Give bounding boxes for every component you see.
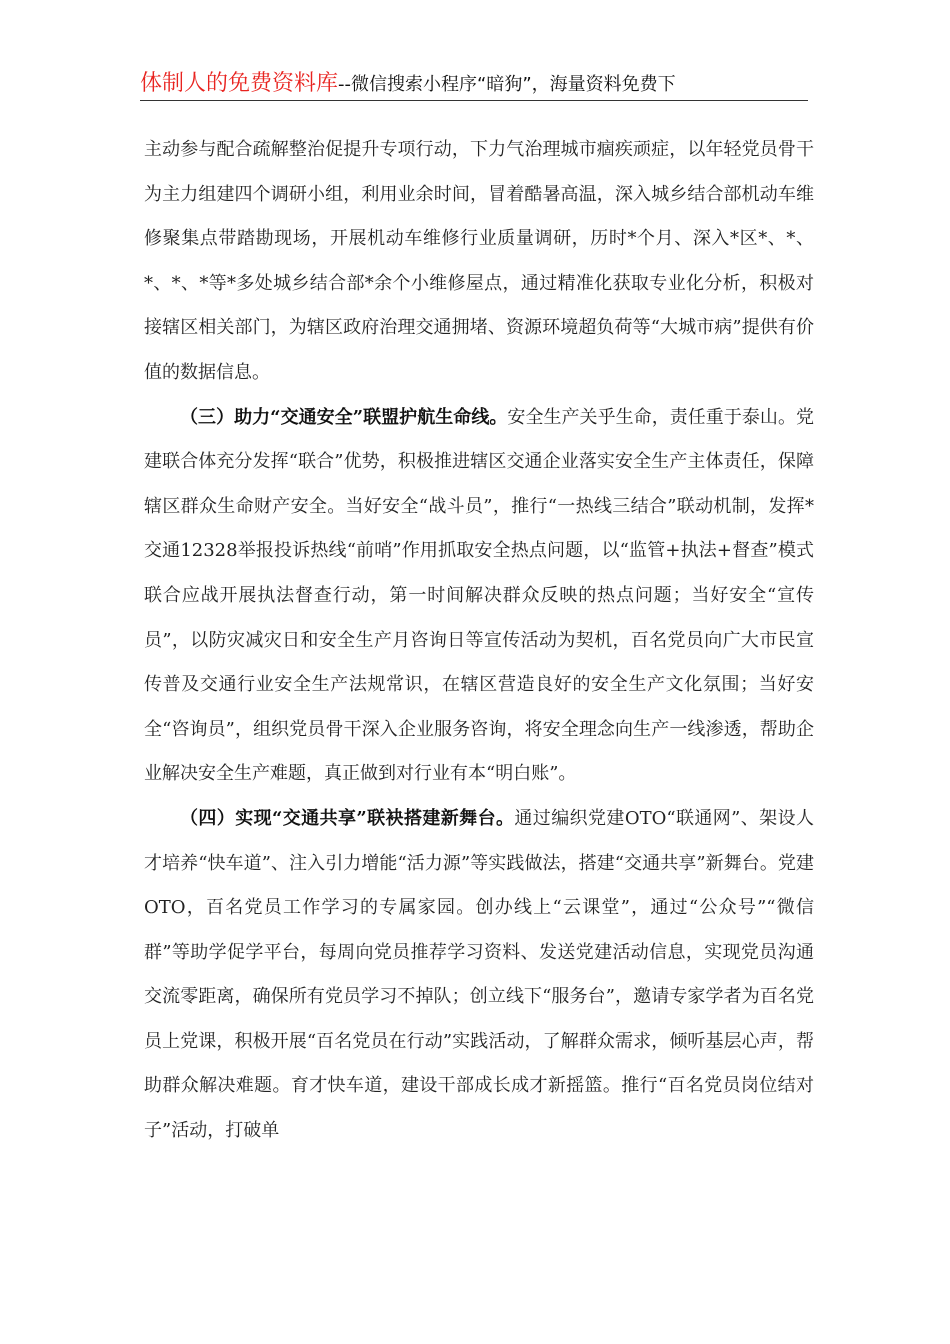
paragraph-3-text: 通过编织党建OTO“联通网”、架设人才培养“快车道”、注入引力增能“活力源”等实践做法，搭建“交通共享”新舞台。党建OTO，百名党员工作学习的专属家园。创办线上“云课堂”，通过“公众号”“微信群”等助学促学平台，每周向党员推荐学习资料、发送党建活动信息，实现党员沟通交流零距离，确保所有党员学习不掉队；创立线下“服务台”，邀请专家学者为百名党员上党课，积极开展“百名党员在行动”实践活动，了解群众需求，倾听基层心声，帮助群众解决难题。育才快车道，建设干部成长成才新摇篮。推行“百名党员岗位结对子”活动，打破单 bbox=[144, 807, 814, 1142]
paragraph-3-heading: （四）实现“交通共享”联袂搭建新舞台。 bbox=[180, 807, 515, 829]
document-body bbox=[144, 128, 814, 1154]
paragraph-2 bbox=[144, 396, 814, 797]
header-tagline: --微信搜索小程序“暗狗”，海量资料免费下 bbox=[338, 74, 676, 95]
paragraph-1-text: 主动参与配合疏解整治促提升专项行动，下力气治理城市痼疾顽症，以年轻党员骨干为主力组建四个调研小组，利用业余时间，冒着酷暑高温，深入城乡结合部机动车维修聚集点带踏勘现场，开展机动车维修行业质量调研，历时*个月、深入*区*、*、*、*、*等*多处城乡结合部*余个小维修屋点，通过精准化获取专业化分析，积极对接辖区相关部门，为辖区政府治理交通拥堵、资源环境超负荷等“大城市病”提供有价值的数据信息。 bbox=[144, 139, 814, 383]
paragraph-3 bbox=[144, 797, 814, 1154]
header-rule bbox=[140, 100, 808, 101]
header-brand: 体制人的免费资料库 bbox=[140, 71, 339, 96]
paragraph-2-text: 安全生产关乎生命，责任重于泰山。党建联合体充分发挥“联合”优势，积极推进辖区交通企业落实安全生产主体责任，保障辖区群众生命财产安全。当好安全“战斗员”，推行“一热线三结合”联动机制，发挥*交通12328举报投诉热线“前哨”作用抓取安全热点问题，以“监管+执法+督查”模式联合应战开展执法督查行动，第一时间解决群众反映的热点问题；当好安全“宣传员”，以防灾减灾日和安全生产月咨询日等宣传活动为契机，百名党员向广大市民宣传普及交通行业安全生产法规常识，在辖区营造良好的安全生产文化氛围；当好安全“咨询员”，组织党员骨干深入企业服务咨询，将安全理念向生产一线渗透，帮助企业解决安全生产难题，真正做到对行业有本“明白账”。 bbox=[144, 406, 814, 785]
page-header bbox=[140, 66, 808, 100]
paragraph-2-heading: （三）助力“交通安全”联盟护航生命线。 bbox=[180, 406, 508, 428]
paragraph-1 bbox=[144, 128, 814, 396]
